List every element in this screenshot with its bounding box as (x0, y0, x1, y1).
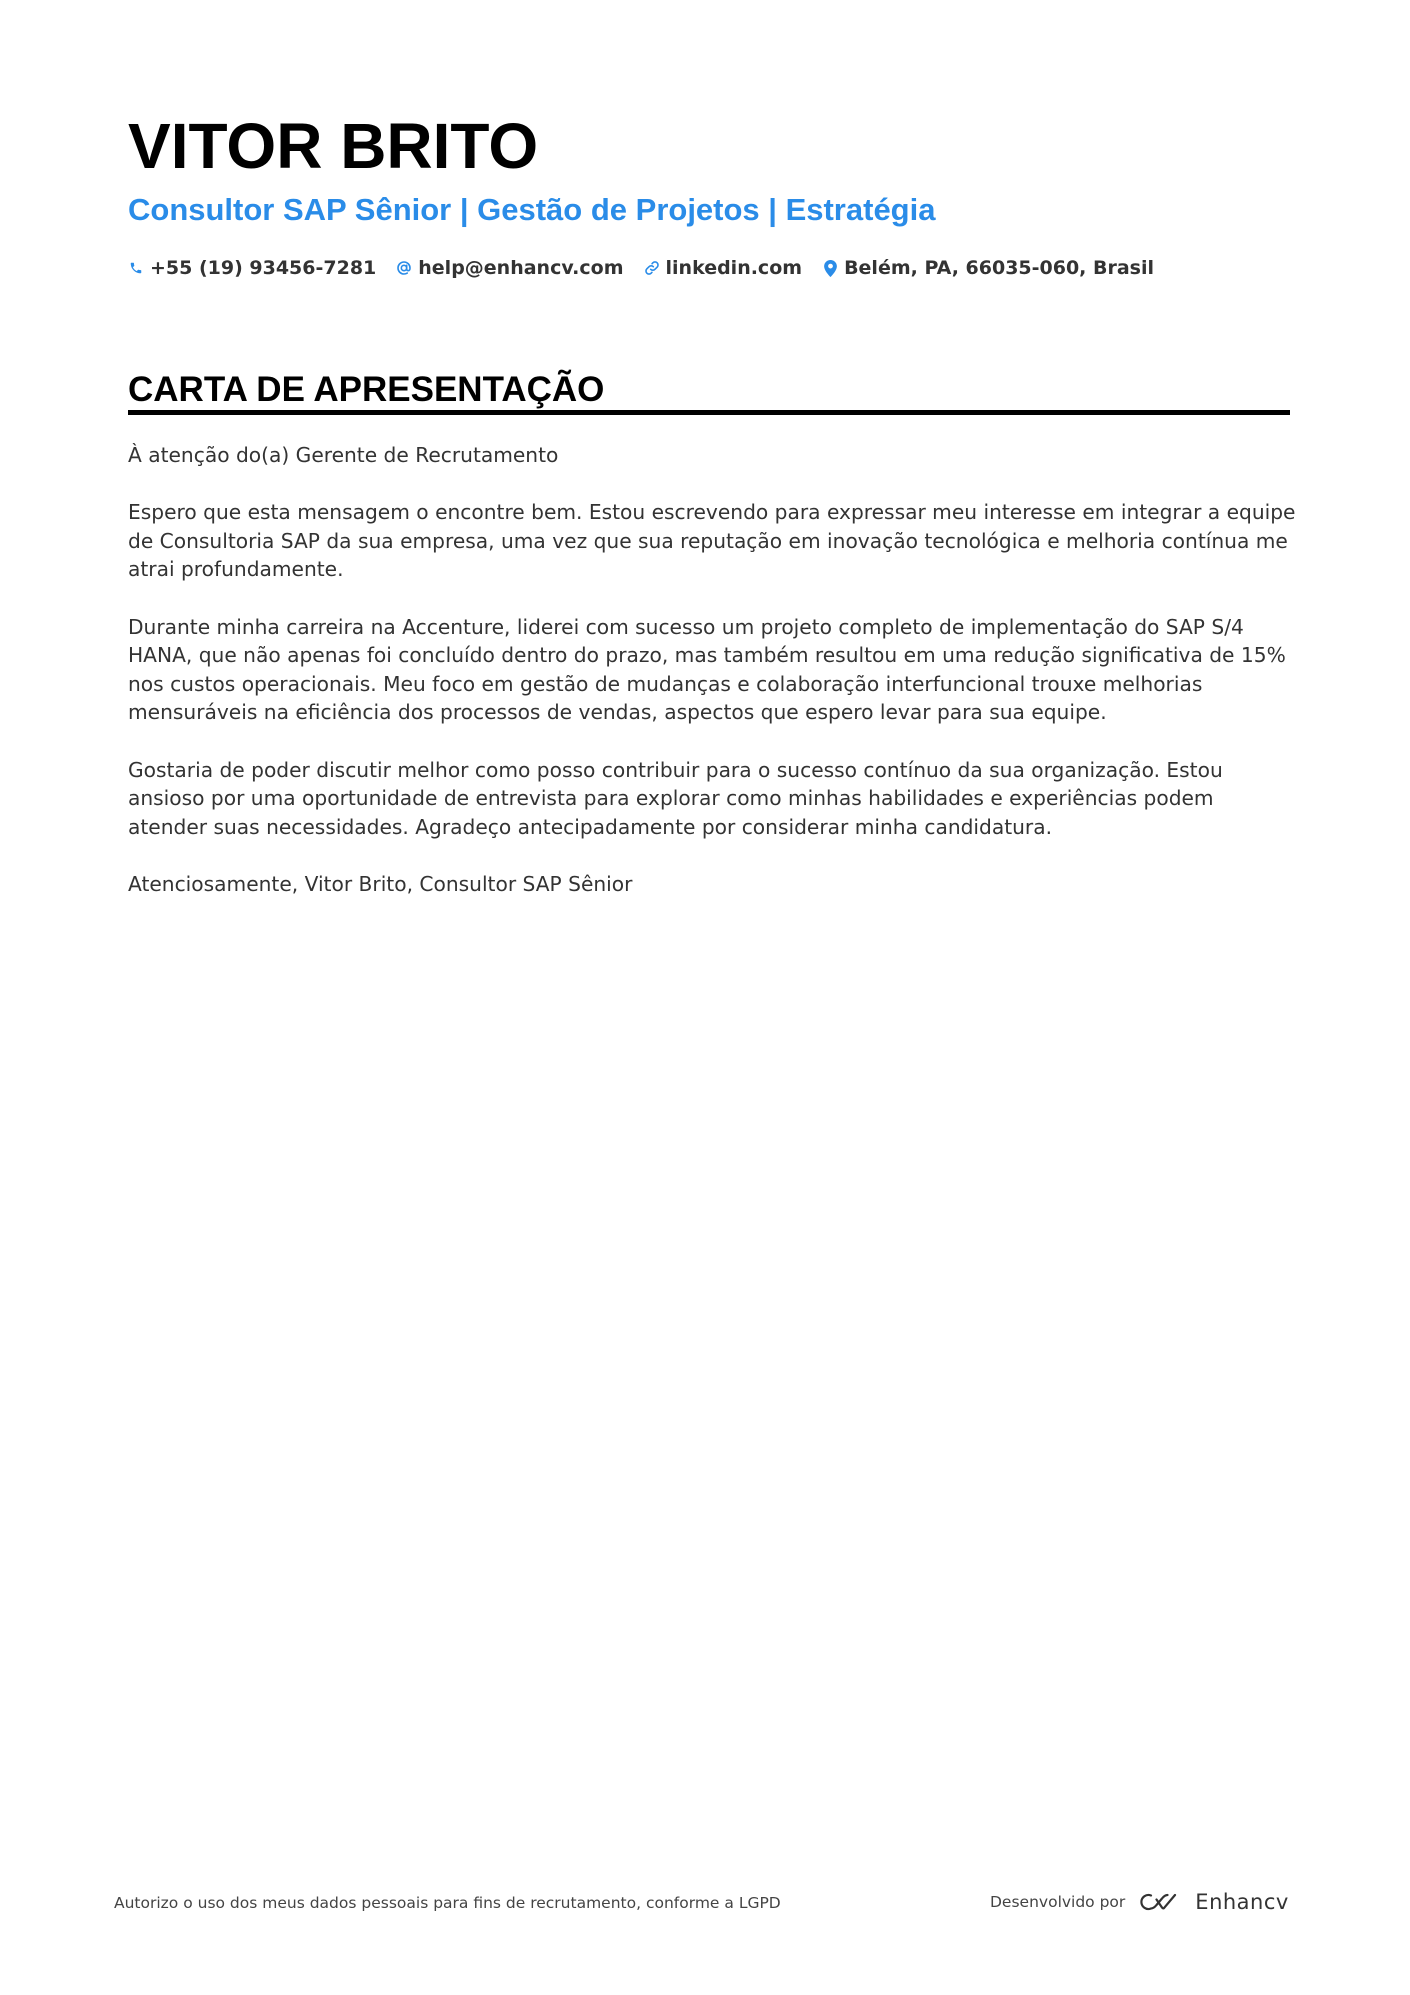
section-divider (128, 410, 1290, 415)
email-address[interactable]: help@enhancv.com (418, 257, 624, 279)
at-icon (396, 258, 412, 278)
candidate-name: VITOR BRITO (128, 110, 539, 182)
contact-bar (128, 254, 1174, 282)
footer-branding[interactable] (990, 1890, 1289, 1914)
location-text: Belém, PA, 66035-060, Brasil (844, 257, 1155, 279)
location-pin-icon (822, 258, 838, 278)
letter-paragraph-1: Espero que esta mensagem o encontre bem. Estou escrevendo para expressar meu interesse em integrar a equipe de Consultoria SAP da sua empresa, uma vez que sua reputação em inovação tecnológica e melhoria contínua me atrai profundamente. (128, 500, 1296, 582)
contact-phone (128, 257, 376, 279)
letter-paragraph-3: Gostaria de poder discutir melhor como posso contribuir para o sucesso contínuo da sua organização. Estou ansioso por uma oportunidade de entrevista para explorar como minhas habilidades e experiências podem atender suas necessidades. Agradeço antecipadamente por considerar minha candidatura. (128, 757, 1223, 839)
phone-icon (128, 258, 144, 278)
footer-consent: Autorizo o uso dos meus dados pessoais para fins de recrutamento, conforme a LGPD (114, 1894, 781, 1912)
linkedin-link[interactable]: linkedin.com (665, 257, 803, 279)
enhancv-brand-name: Enhancv (1195, 1890, 1289, 1914)
letter-paragraph-2: Durante minha carreira na Accenture, liderei com sucesso um projeto completo de implementação do SAP S/4 HANA, que não apenas foi concluído dentro do prazo, mas também resultou em uma redução significativa de 15% nos custos operacionais. Meu foco em gestão de mudanças e colaboração interfuncional trouxe melhorias mensuráveis na eficiência dos processos de vendas, aspectos que espero levar para sua equipe. (128, 614, 1286, 725)
contact-location (822, 257, 1154, 279)
contact-linkedin (644, 257, 803, 279)
candidate-title: Consultor SAP Sênior | Gestão de Projetos | Estratégia (128, 192, 936, 227)
letter-body (128, 441, 1298, 927)
letter-closing: Atenciosamente, Vitor Brito, Consultor SAP Sênior (128, 871, 633, 896)
powered-by-label: Desenvolvido por (990, 1893, 1126, 1911)
enhancv-logo-icon (1137, 1890, 1183, 1914)
phone-number[interactable]: +55 (19) 93456-7281 (150, 257, 377, 279)
letter-salutation: À atenção do(a) Gerente de Recrutamento (128, 443, 559, 467)
section-title: CARTA DE APRESENTAÇÃO (128, 370, 605, 409)
contact-email (396, 257, 623, 279)
link-icon (644, 258, 660, 278)
